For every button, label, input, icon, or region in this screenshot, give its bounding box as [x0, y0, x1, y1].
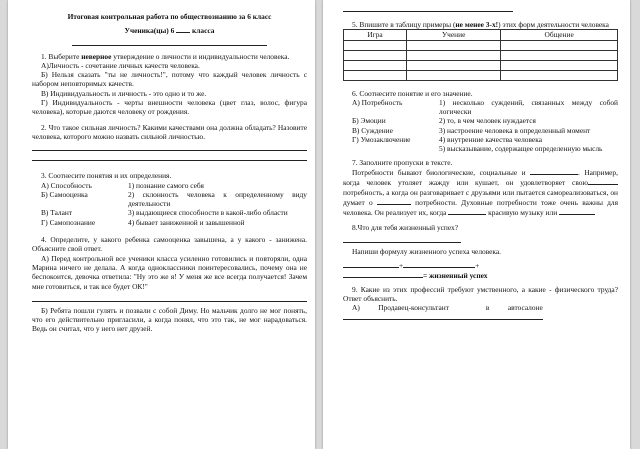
- q9-text: 9. Какие из этих профессий требуют умственного, а какие - физического труда? Ответ объяснить.: [343, 284, 618, 303]
- table-cell[interactable]: [344, 40, 407, 50]
- table-cell[interactable]: [501, 60, 618, 70]
- student-label: Ученика(цы) 6: [124, 26, 175, 36]
- q3-row: В) Талант 3) выдающиеся способности в какой-либо области: [41, 208, 288, 218]
- right-page: [323, 0, 630, 449]
- answer-line[interactable]: [343, 313, 543, 320]
- q6-row: 5) высказывание, содержащее определенную мысль: [439, 144, 603, 154]
- table-cell[interactable]: [344, 60, 407, 70]
- q4-case-b: Б) Ребята пошли гулять и позвали с собой Диму. Но мальчик долго не мог понять, что его действительно пригласили, а когда понял, что это так, не мог нарадоваться. Ведь он считал, что у него нет друзей.: [32, 305, 307, 334]
- table-header-communication: Общение: [501, 30, 618, 40]
- q4-case-a: А) Перед контрольной все ученики класса усиленно готовились и повторяли, одна Марина ничего не делала. А когда одноклассники поинтересовались, почему она не беспокоится, девочка ответила: "Ну это же я! У меня же все всегда получается! Зачем мне готовиться, и так все будет ОК!": [32, 253, 307, 291]
- name-blank[interactable]: [72, 39, 267, 46]
- q5-text: 5. Впишите в таблицу примеры (не менее 3-х!) этих форм деятельности человека: [352, 20, 609, 29]
- student-line: [32, 25, 307, 35]
- table-header-study: Учение: [407, 30, 501, 40]
- page-title: Итоговая контрольная работа по обществознанию за 6 класс: [67, 12, 272, 21]
- q6-row: Б) Эмоции 2) то, в чем человек нуждается: [352, 116, 536, 126]
- answer-line[interactable]: [32, 141, 307, 151]
- q1-option-d: Г) Индивидуальность - черты внешности человека (цвет глаз, волос, фигура человека), которые даются человеку от рождения.: [32, 98, 307, 117]
- q1-text: 1. Выберите неверное утверждение о личности и индивидуальности человека.: [41, 51, 290, 61]
- q4-text: 4. Определите, у какого ребенка самооценка завышена, а у какого - занижена. Объясните свой ответ.: [32, 235, 307, 254]
- q6-text: 6. Соотнесите понятие и его значение.: [352, 88, 473, 98]
- table-cell[interactable]: [344, 70, 407, 80]
- q5-table: [343, 29, 618, 80]
- table-cell[interactable]: [407, 50, 501, 60]
- table-cell[interactable]: [501, 50, 618, 60]
- q8-text: 8.Что для тебя жизненный успех?: [352, 223, 459, 233]
- q7-paragraph: Потребности бывают биологические, социальные и . Например, когда человек утоляет жажду или кушает, он удовлетворяет свою потребность, а когда он разговаривает с друзьями или пытается самореализоваться, он думает о потребности. Духовные потребности тоже очень важны для человека. Он реализует их, когда красивую музыку или: [343, 167, 618, 218]
- table-cell[interactable]: [407, 40, 501, 50]
- q6-row: В) Суждение 3) настроение человека в определенный момент: [352, 125, 591, 135]
- answer-line[interactable]: [343, 4, 513, 12]
- table-cell[interactable]: [407, 60, 501, 70]
- q3-text: 3. Соотнесите понятия и их определения.: [41, 171, 172, 181]
- q8-formula: + +: [343, 260, 618, 270]
- q1-option-c: В) Индивидуальность и личность - это одно и то же.: [41, 88, 207, 98]
- q9-item: А) Продавец-консультант в автосалоне: [352, 303, 543, 313]
- q3-row: Г) Самопознание 4) бывает заниженной и завышенной: [41, 217, 245, 227]
- answer-line[interactable]: [343, 233, 461, 243]
- table-cell[interactable]: [407, 70, 501, 80]
- answer-line[interactable]: [32, 291, 307, 302]
- left-page: [8, 0, 315, 449]
- table-cell[interactable]: [501, 70, 618, 80]
- q3-row: Б) Самооценка 2) склонность человека к определенному виду деятельности: [41, 189, 307, 209]
- q6-row: Г) Умозаключение 4) внутренние качества человека: [352, 135, 542, 145]
- table-cell[interactable]: [501, 40, 618, 50]
- q8-formula-result: = жизненный успех: [343, 270, 618, 280]
- q2-text: 2. Что такое сильная личность? Какими качествами она должна обладать? Назовите человека, которого можно назвать сильной личностью.: [32, 122, 307, 141]
- q8-formula-label: Напиши формулу жизненного успеха человека.: [352, 246, 502, 256]
- student-suffix: класса: [192, 26, 215, 36]
- table-cell[interactable]: [344, 50, 407, 60]
- q1-option-a: А)Личность - сочетание личных качеств человека.: [41, 60, 200, 70]
- table-header-play: Игра: [344, 30, 407, 40]
- answer-line[interactable]: [32, 151, 307, 161]
- q7-text: 7. Заполните пропуски в тексте.: [352, 157, 453, 167]
- q1-option-b: Б) Нельзя сказать "ты не личность!", потому что каждый человек личность с набором неповторимых качеств.: [32, 70, 307, 89]
- q6-row: А) Потребность 1) несколько суждений, связанных между собой логически: [352, 97, 618, 117]
- class-blank[interactable]: [176, 25, 190, 33]
- q3-row: А) Способность 1) познание самого себя: [41, 180, 204, 190]
